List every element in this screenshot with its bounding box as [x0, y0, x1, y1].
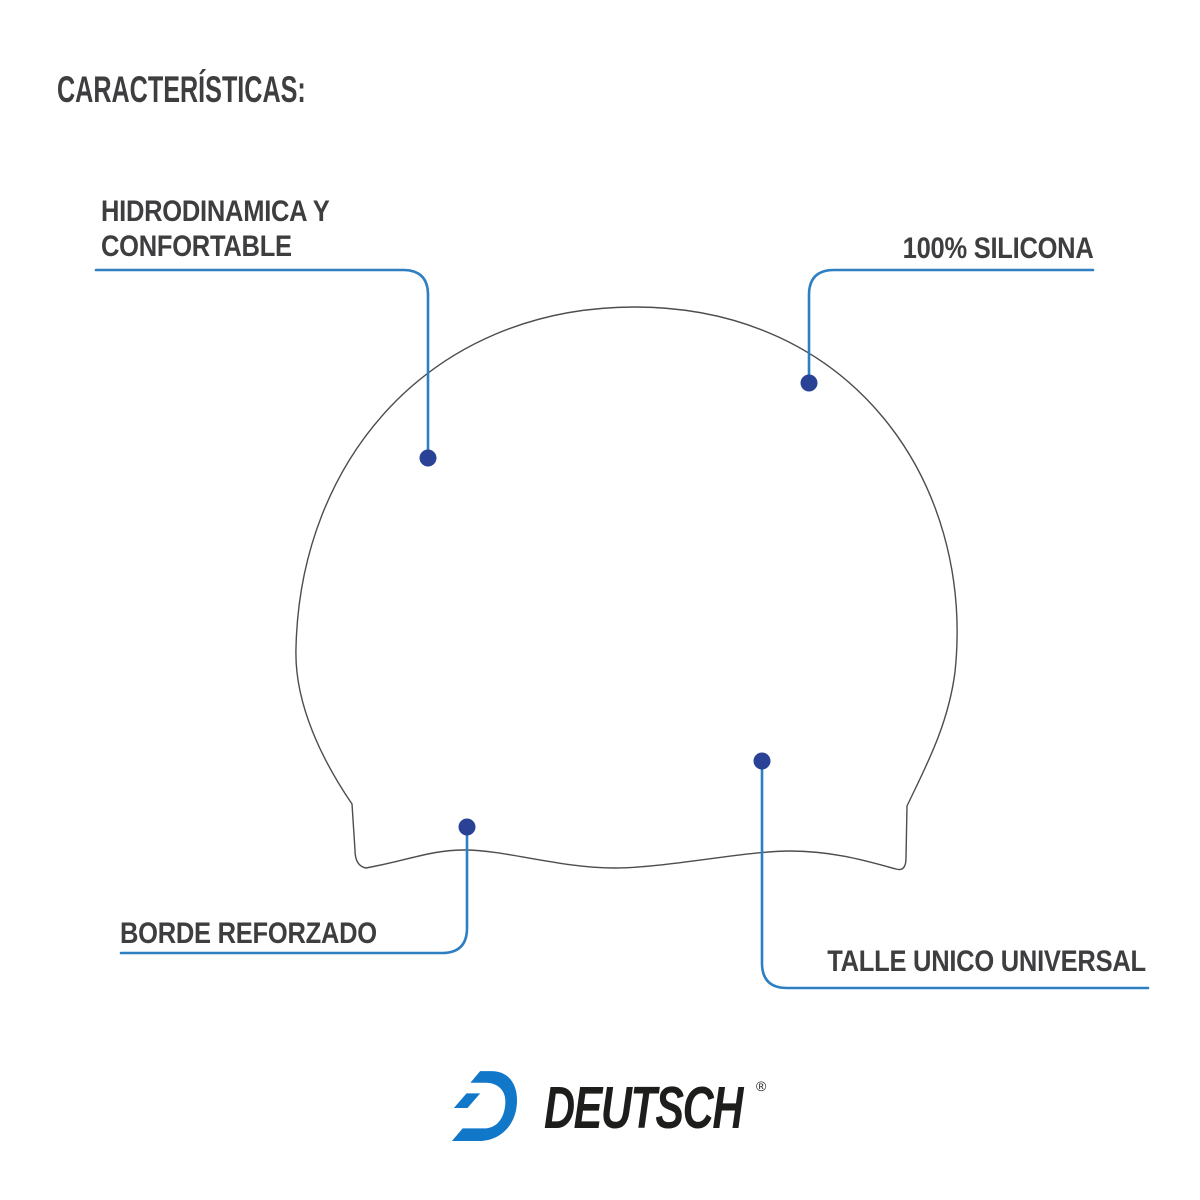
- feature-label-line: TALLE UNICO UNIVERSAL: [827, 945, 1146, 978]
- brand-name: DEUTSCH: [544, 1075, 742, 1141]
- dot-marker-talle-icon: [754, 753, 771, 770]
- deutsch-d-icon: [450, 1068, 518, 1148]
- feature-label-line: HIDRODINAMICA Y: [101, 195, 330, 228]
- deutsch-d-stripe: [454, 1093, 480, 1108]
- dot-marker-hidrodinamica-icon: [420, 450, 437, 467]
- feature-label-line: CONFORTABLE: [101, 230, 292, 263]
- feature-label-talle-unico: [827, 944, 1146, 979]
- dot-marker-silicona-icon: [801, 375, 818, 392]
- feature-label-silicona: [902, 231, 1093, 266]
- feature-label-line: BORDE REFORZADO: [120, 917, 377, 950]
- callout-line-silicona: [809, 270, 1093, 383]
- feature-label-borde-reforzado: [120, 916, 377, 951]
- swim-cap-outline-icon: [296, 307, 957, 870]
- brand-logo: [450, 1068, 790, 1148]
- callout-line-hidrodinamica: [96, 270, 428, 458]
- dot-marker-borde-icon: [459, 819, 476, 836]
- registered-trademark: ®: [756, 1078, 767, 1094]
- feature-label-line: 100% SILICONA: [902, 232, 1093, 265]
- page-title: CARACTERÍSTICAS:: [57, 69, 306, 110]
- feature-label-hidrodinamica: [101, 194, 330, 264]
